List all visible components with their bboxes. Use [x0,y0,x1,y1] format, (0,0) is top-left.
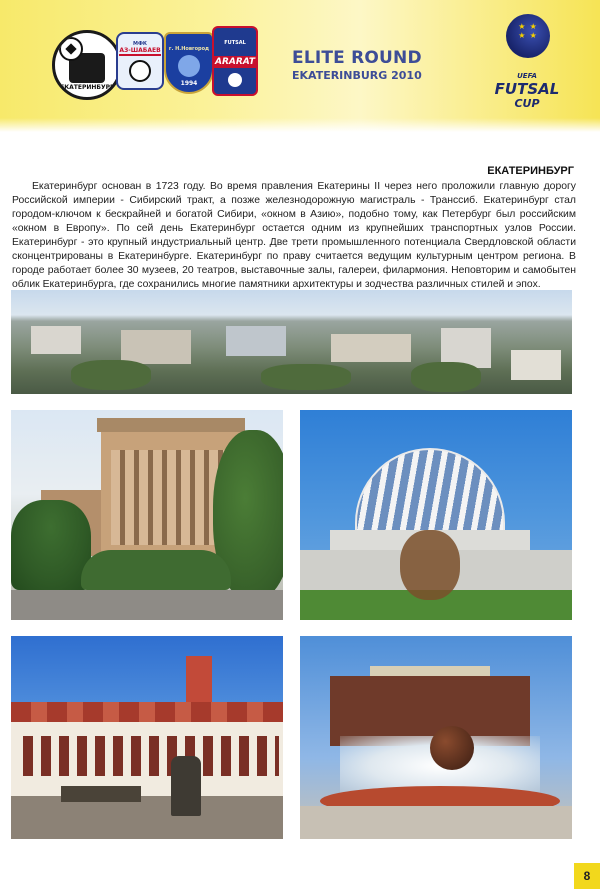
logo-caption: ЕКАТЕРИНБУРГ [60,84,114,91]
title-sub: EKATERINBURG 2010 [292,69,422,82]
mfk-logo: МФК АЗ-ШАБАЕВ [116,32,164,90]
nizhny-novgorod-logo: г. Н.Новгород 1994 [164,32,214,94]
page-header [0,0,600,132]
football-icon [59,37,83,61]
railway-station-photo [11,636,283,839]
football-icon [228,73,242,87]
event-title [292,48,452,82]
fountain-photo [300,636,572,839]
administration-building-photo [11,410,283,620]
football-icon [129,60,151,82]
page-number: 8 [574,863,600,889]
circus-dome-photo [300,410,572,620]
panorama-photo [11,290,572,394]
club-logos [52,22,257,102]
article-heading: ЕКАТЕРИНБУРГ [487,165,574,178]
article-body: Екатеринбург основан в 1723 году. Во время правления Екатерины II через него проложили главную дорогу Российской империи - Сибирский тракт, а позже железнодорожную магистраль - Транссиб. Екатеринбург стал городом-ключом к бескрайней и богатой Сибири, «окном в Азию», подобно тому, как Петербург был российским «окном в Европу». По сей день Екатеринбург остается одним из крупнейших транспортных узлов России. Екатеринбург - это крупный индустриальный центр. Две трети промышленного потенциала Свердловской области сконцентрированы в Екатеринбурге. Екатеринбург по праву считается ведущим культурным центром региона. В городе работает более 30 музеев, 20 театров, выставочные залы, галереи, филармония. Неповторим и самобытен облик Екатеринбурга, где сохранились многие памятники архитектуры и зодчества различных стилей и эпох. [12,181,576,290]
airplane-icon [178,55,200,77]
uefa-futsal-cup-logo: ★ ★ ★ ★ UEFA FUTSAL CUP [482,14,572,114]
ararat-logo: FUTSAL ARARAT [212,26,258,96]
title-main: ELITE ROUND [292,48,422,68]
viz-sinara-logo [52,30,122,100]
stars-icon: ★ ★ ★ ★ [518,22,538,40]
